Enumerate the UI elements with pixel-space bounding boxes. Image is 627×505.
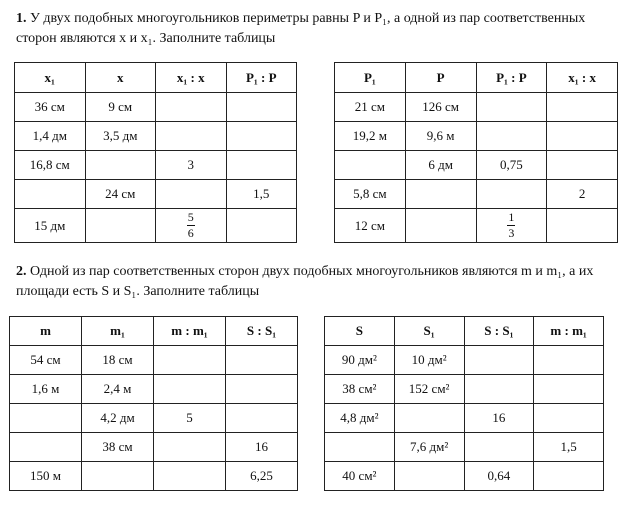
table-cell	[547, 151, 618, 180]
table-row	[15, 151, 297, 180]
table-cell: 36 см	[15, 93, 86, 122]
task-1-statement	[16, 9, 616, 49]
fraction-numerator: 1	[508, 210, 515, 224]
table-cell	[226, 151, 297, 180]
table-row	[335, 151, 618, 180]
table-cell	[226, 375, 298, 404]
task-2-table-left	[9, 316, 298, 491]
task-1-table-right	[334, 62, 618, 243]
table-row	[325, 404, 604, 433]
table-cell	[154, 375, 226, 404]
task-1-text: У двух подобных многоугольников периметры равны P и P₁, а одной из пар соответственных сторон являются x и x₁. Заполните таблицы	[16, 11, 586, 46]
table-cell	[464, 375, 534, 404]
table-cell: 21 см	[335, 93, 406, 122]
table-cell	[85, 151, 156, 180]
table-cell	[154, 346, 226, 375]
column-header: P₁ : P	[476, 63, 547, 93]
table-row	[15, 180, 297, 209]
table-cell	[226, 93, 297, 122]
task-1-table-left	[14, 62, 297, 243]
table-cell: 5,8 см	[335, 180, 406, 209]
table-row	[325, 433, 604, 462]
column-header: m₁	[82, 317, 154, 346]
table-cell	[226, 209, 297, 243]
table-cell: 6,25	[226, 462, 298, 491]
column-header: x₁ : x	[547, 63, 618, 93]
table-row	[15, 122, 297, 151]
table-cell: 4,8 дм²	[325, 404, 395, 433]
table-cell	[476, 180, 547, 209]
column-header: x₁ : x	[156, 63, 227, 93]
table-header-row	[325, 317, 604, 346]
table-cell	[15, 180, 86, 209]
table-cell: 18 см	[82, 346, 154, 375]
table-cell	[547, 93, 618, 122]
fraction-denominator: 3	[508, 226, 515, 240]
table-cell: 152 см²	[394, 375, 464, 404]
table-cell: 2,4 м	[82, 375, 154, 404]
table-cell	[476, 122, 547, 151]
table-cell: 1,5	[226, 180, 297, 209]
table-cell: 24 см	[85, 180, 156, 209]
fraction	[187, 211, 195, 240]
table-cell	[156, 180, 227, 209]
table-cell	[547, 122, 618, 151]
table-cell: 6 дм	[405, 151, 476, 180]
table-row	[335, 209, 618, 243]
table-cell: 0,64	[464, 462, 534, 491]
table-cell	[335, 151, 406, 180]
table-header-row	[15, 63, 297, 93]
table-cell: 90 дм²	[325, 346, 395, 375]
table-cell	[226, 404, 298, 433]
table-cell: 3	[156, 151, 227, 180]
column-header: S : S₁	[226, 317, 298, 346]
table-cell: 38 см²	[325, 375, 395, 404]
table-row	[335, 122, 618, 151]
fraction	[507, 211, 515, 240]
table-cell: 54 см	[10, 346, 82, 375]
table-cell	[394, 462, 464, 491]
table-cell	[476, 209, 547, 243]
table-row	[10, 346, 298, 375]
table-cell: 1,5	[534, 433, 604, 462]
table-cell	[405, 209, 476, 243]
column-header: m : m₁	[154, 317, 226, 346]
column-header: S	[325, 317, 395, 346]
table-row	[10, 375, 298, 404]
table-cell	[154, 462, 226, 491]
table-row	[335, 180, 618, 209]
column-header: m	[10, 317, 82, 346]
column-header: S : S₁	[464, 317, 534, 346]
table-cell: 19,2 м	[335, 122, 406, 151]
table-cell: 1,4 дм	[15, 122, 86, 151]
table-cell	[405, 180, 476, 209]
task-2-number: 2.	[16, 264, 27, 279]
column-header: P₁	[335, 63, 406, 93]
table-cell: 2	[547, 180, 618, 209]
table-cell: 9,6 м	[405, 122, 476, 151]
table-cell	[85, 209, 156, 243]
table-cell	[156, 209, 227, 243]
table-cell: 40 см²	[325, 462, 395, 491]
table-cell	[156, 93, 227, 122]
column-header: S₁	[394, 317, 464, 346]
table-cell	[464, 433, 534, 462]
table-cell	[534, 404, 604, 433]
table-cell: 126 см	[405, 93, 476, 122]
table-cell	[10, 433, 82, 462]
table-cell	[154, 433, 226, 462]
table-cell	[534, 462, 604, 491]
column-header: m : m₁	[534, 317, 604, 346]
table-cell	[325, 433, 395, 462]
table-cell	[226, 346, 298, 375]
table-header-row	[10, 317, 298, 346]
table-cell: 0,75	[476, 151, 547, 180]
table-row	[10, 404, 298, 433]
table-cell: 16	[464, 404, 534, 433]
table-cell: 9 см	[85, 93, 156, 122]
table-cell	[464, 346, 534, 375]
fraction-denominator: 6	[187, 226, 194, 240]
table-cell	[394, 404, 464, 433]
column-header: x	[85, 63, 156, 93]
task-2-statement	[16, 262, 616, 302]
table-cell: 15 дм	[15, 209, 86, 243]
table-cell: 150 м	[10, 462, 82, 491]
column-header: P₁ : P	[226, 63, 297, 93]
table-cell: 38 см	[82, 433, 154, 462]
table-row	[335, 93, 618, 122]
table-row	[325, 375, 604, 404]
table-cell	[534, 375, 604, 404]
table-row	[10, 433, 298, 462]
table-cell: 7,6 дм²	[394, 433, 464, 462]
table-cell	[226, 122, 297, 151]
table-cell	[476, 93, 547, 122]
table-cell: 16	[226, 433, 298, 462]
table-cell: 1,6 м	[10, 375, 82, 404]
column-header: P	[405, 63, 476, 93]
task-1-number: 1.	[16, 11, 27, 26]
column-header: x₁	[15, 63, 86, 93]
table-cell: 4,2 дм	[82, 404, 154, 433]
table-cell: 12 см	[335, 209, 406, 243]
task-2-table-right	[324, 316, 604, 491]
fraction-numerator: 5	[187, 210, 194, 224]
table-cell	[534, 346, 604, 375]
table-cell: 10 дм²	[394, 346, 464, 375]
table-cell	[82, 462, 154, 491]
table-cell	[547, 209, 618, 243]
table-row	[325, 462, 604, 491]
table-row	[325, 346, 604, 375]
table-cell: 3,5 дм	[85, 122, 156, 151]
table-cell	[10, 404, 82, 433]
table-row	[15, 93, 297, 122]
table-row	[15, 209, 297, 243]
table-row	[10, 462, 298, 491]
table-cell: 5	[154, 404, 226, 433]
table-cell: 16,8 см	[15, 151, 86, 180]
table-cell	[156, 122, 227, 151]
table-header-row	[335, 63, 618, 93]
task-2-text: Одной из пар соответственных сторон двух подобных многоугольников являются m и m₁, а их площади есть S и S₁. Заполните таблицы	[16, 264, 594, 299]
